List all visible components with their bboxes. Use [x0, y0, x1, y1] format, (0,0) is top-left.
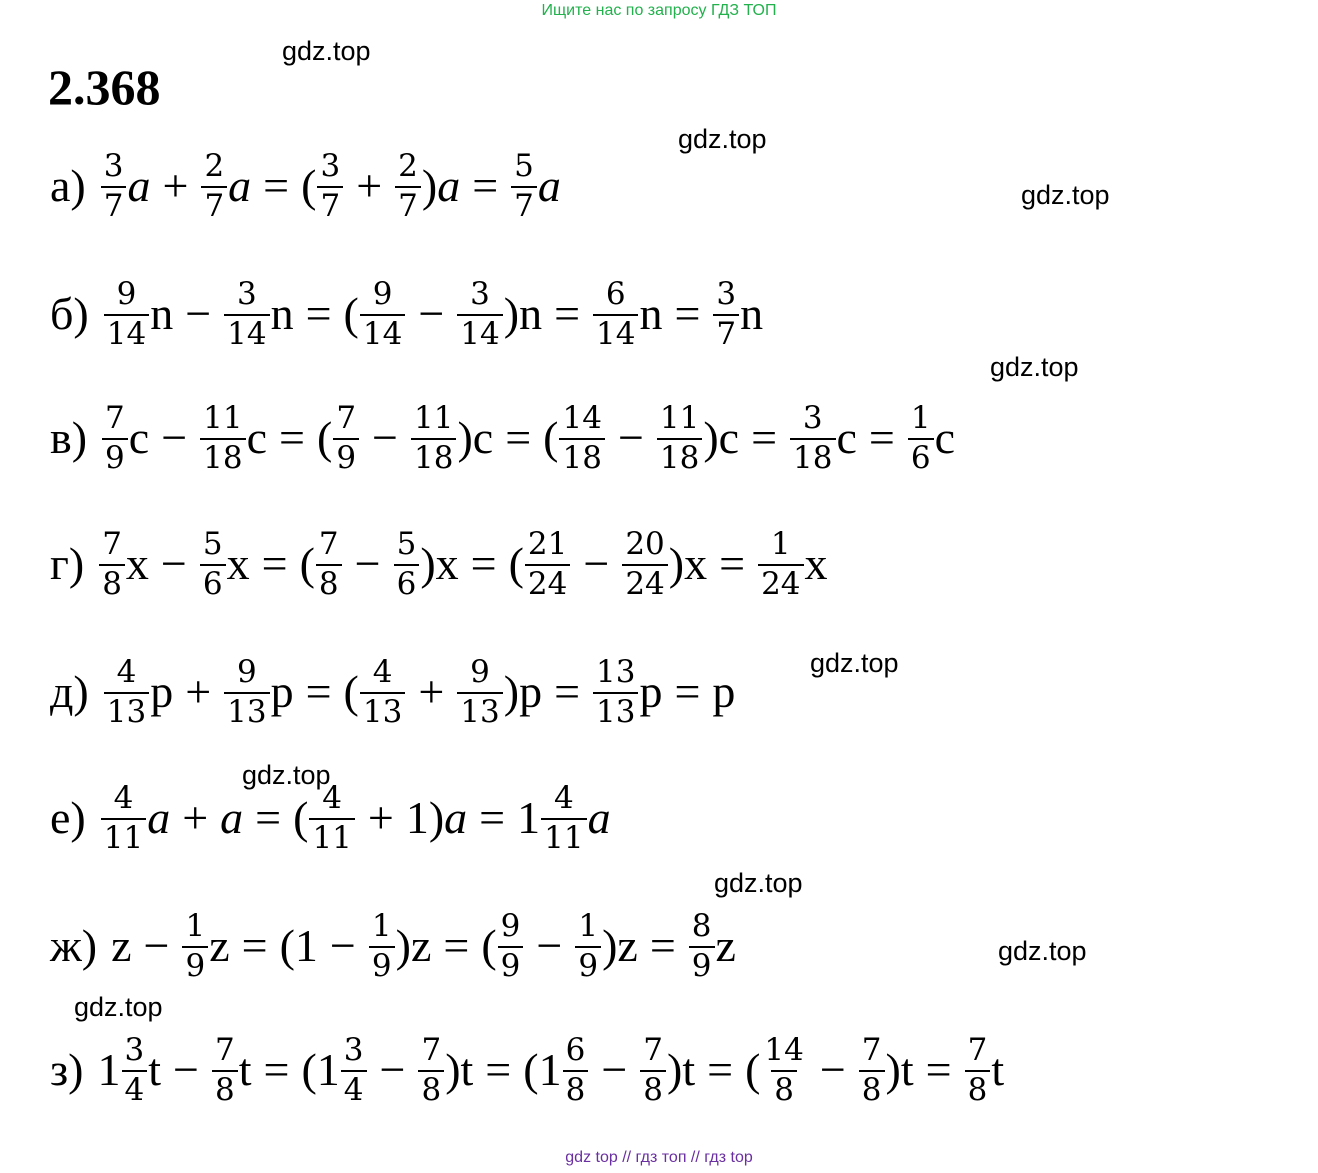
watermark: gdz.top [74, 992, 163, 1022]
operator: + [185, 666, 212, 718]
variable: z [209, 920, 230, 972]
numerator: 4 [322, 780, 343, 816]
variable: n [150, 288, 174, 340]
denominator: 7 [101, 186, 127, 223]
operator: = [470, 538, 497, 590]
denominator: 8 [418, 1070, 444, 1107]
operator: + [367, 792, 394, 844]
numerator: 7 [105, 400, 125, 436]
numerator: 1 [770, 526, 791, 562]
fraction [182, 910, 208, 982]
operator: − [372, 412, 398, 464]
numerator: 7 [318, 526, 339, 562]
fraction [360, 656, 405, 728]
parenthesis: ) [602, 920, 618, 972]
fraction [309, 782, 354, 854]
equation-line-a [50, 150, 561, 222]
denominator: 8 [316, 564, 342, 601]
operator: = [707, 1044, 734, 1096]
variable: n [639, 288, 663, 340]
item-label: е) [50, 792, 86, 844]
fraction [457, 656, 502, 728]
equation-line-z [50, 1034, 1004, 1106]
denominator: 8 [965, 1070, 991, 1107]
operator: − [418, 288, 445, 340]
operator: − [601, 1044, 628, 1096]
denominator: 14 [360, 314, 405, 351]
operator: − [173, 1044, 199, 1096]
variable: c [718, 412, 740, 464]
numerator: 3 [320, 148, 341, 184]
variable: n [519, 288, 543, 340]
operator: = [868, 412, 895, 464]
numerator: 7 [643, 1032, 663, 1068]
operator: = [443, 920, 470, 972]
parenthesis: ) [420, 538, 436, 590]
equation-line-zh [50, 910, 736, 982]
variable: p [712, 666, 736, 718]
variable: a [220, 792, 244, 844]
parenthesis: ) [445, 1044, 461, 1096]
operator: = [472, 160, 499, 212]
watermark: gdz.top [998, 936, 1087, 966]
denominator: 9 [498, 946, 524, 983]
variable: t [148, 1044, 162, 1096]
fraction [369, 910, 395, 982]
parenthesis: ) [668, 538, 685, 590]
numerator: 9 [372, 276, 393, 312]
numerator: 3 [470, 276, 490, 312]
parenthesis: ( [343, 288, 359, 340]
denominator: 24 [525, 564, 570, 601]
numerator: 3 [124, 1032, 145, 1068]
numerator: 1 [578, 908, 599, 944]
operator: = [485, 1044, 512, 1096]
numerator: 11 [414, 400, 454, 436]
watermark: gdz.top [678, 124, 767, 154]
parenthesis: ) [457, 412, 473, 464]
denominator: 14 [104, 314, 149, 351]
operator: − [379, 1044, 406, 1096]
denominator: 9 [369, 946, 395, 983]
operator: = [261, 538, 288, 590]
variable: n [740, 288, 764, 340]
numerator: 1 [910, 400, 931, 436]
denominator: 13 [360, 692, 405, 729]
equation-line-d [50, 656, 735, 728]
operator: = [925, 1044, 952, 1096]
variable: n [270, 288, 294, 340]
numerator: 8 [691, 908, 712, 944]
operator: = [305, 666, 332, 718]
denominator: 9 [102, 438, 128, 475]
operator: = [241, 920, 268, 972]
operator: = [719, 538, 746, 590]
item-label: б) [50, 288, 89, 340]
denominator: 9 [182, 946, 208, 983]
variable: z [715, 920, 736, 972]
numerator: 5 [202, 526, 223, 562]
numerator: 7 [967, 1032, 988, 1068]
operator: = [255, 792, 282, 844]
fraction [212, 1034, 238, 1106]
fraction [593, 278, 638, 350]
variable: z [617, 920, 638, 972]
parenthesis: ( [299, 538, 315, 590]
fraction [541, 782, 586, 854]
denominator: 8 [640, 1070, 666, 1107]
variable: a [444, 792, 468, 844]
fraction [200, 402, 245, 474]
variable: a [437, 160, 461, 212]
operator: = [279, 412, 305, 464]
operator: + [162, 160, 189, 212]
fraction [689, 910, 715, 982]
fraction [317, 150, 343, 222]
parenthesis: ) [428, 792, 445, 844]
denominator: 7 [511, 186, 537, 223]
parenthesis: ) [885, 1044, 901, 1096]
parenthesis: ( [543, 412, 559, 464]
fraction [411, 402, 456, 474]
fraction [395, 150, 421, 222]
variable: c [934, 412, 956, 464]
equation-line-v [50, 402, 955, 474]
operator: = [554, 288, 581, 340]
operator: − [819, 1044, 846, 1096]
denominator: 18 [411, 438, 456, 475]
variable: x [435, 538, 459, 590]
equation-line-g [50, 528, 828, 600]
denominator: 18 [790, 438, 835, 475]
variable: t [238, 1044, 252, 1096]
operator: − [617, 412, 644, 464]
numerator: 13 [596, 654, 636, 690]
numerator: 6 [565, 1032, 586, 1068]
variable: t [682, 1044, 696, 1096]
denominator: 14 [593, 314, 638, 351]
parenthesis: ( [745, 1044, 761, 1096]
variable: t [991, 1044, 1005, 1096]
denominator: 18 [559, 438, 604, 475]
variable: a [228, 160, 252, 212]
parenthesis: ( [279, 920, 295, 972]
numerator: 9 [237, 654, 257, 690]
variable: c [836, 412, 857, 464]
fraction [511, 150, 537, 222]
numerator: 4 [113, 780, 134, 816]
variable: a [127, 160, 151, 212]
fraction [498, 910, 524, 982]
operator: = [554, 666, 581, 718]
variable: a [587, 792, 611, 844]
variable: 1 [538, 1044, 562, 1096]
denominator: 14 [224, 314, 269, 351]
fraction [394, 528, 420, 600]
numerator: 3 [802, 400, 823, 436]
parenthesis: ) [421, 160, 438, 212]
fraction [418, 1034, 444, 1106]
fraction [201, 150, 227, 222]
operator: = [674, 288, 701, 340]
variable: z [111, 920, 132, 972]
numerator: 3 [237, 276, 257, 312]
fraction [104, 656, 149, 728]
fraction [457, 278, 502, 350]
fraction [224, 656, 269, 728]
variable: t [460, 1044, 474, 1096]
denominator: 13 [224, 692, 269, 729]
fraction [859, 1034, 885, 1106]
equation-line-e [50, 782, 611, 854]
denominator: 6 [200, 564, 226, 601]
operator: = [751, 412, 778, 464]
variable: t [900, 1044, 914, 1096]
fraction [104, 278, 149, 350]
fraction [224, 278, 269, 350]
numerator: 5 [396, 526, 417, 562]
fraction [333, 402, 359, 474]
numerator: 2 [398, 148, 418, 184]
operator: − [160, 538, 187, 590]
item-label: г) [50, 538, 85, 590]
parenthesis: ) [503, 666, 520, 718]
numerator: 4 [372, 654, 393, 690]
numerator: 14 [562, 400, 602, 436]
equation-line-b [50, 278, 763, 350]
variable: 1 [97, 1044, 121, 1096]
operator: = [305, 288, 332, 340]
problem-number: 2.368 [48, 59, 161, 115]
denominator: 8 [99, 564, 125, 601]
item-label: а) [50, 160, 86, 212]
denominator: 9 [575, 946, 601, 983]
numerator: 21 [527, 526, 568, 562]
denominator: 8 [563, 1070, 589, 1107]
parenthesis: ( [316, 412, 333, 464]
parenthesis: ( [301, 1044, 317, 1096]
denominator: 8 [212, 1070, 238, 1107]
variable: 1 [517, 792, 541, 844]
fraction [101, 782, 146, 854]
fraction [563, 1034, 589, 1106]
variable: x [684, 538, 708, 590]
numerator: 3 [343, 1032, 364, 1068]
numerator: 4 [116, 654, 137, 690]
operator: = [674, 666, 701, 718]
fraction [360, 278, 405, 350]
watermark: gdz.top [282, 36, 371, 66]
numerator: 7 [214, 1032, 235, 1068]
numerator: 6 [605, 276, 626, 312]
footer-watermark: gdz top // гдз топ // гдз top [565, 1149, 753, 1166]
denominator: 11 [541, 818, 586, 855]
denominator: 4 [122, 1070, 148, 1107]
numerator: 5 [514, 148, 534, 184]
variable: x [804, 538, 828, 590]
variable: c [128, 412, 150, 464]
operator: + [182, 792, 209, 844]
denominator: 9 [333, 438, 359, 475]
variable: a [147, 792, 171, 844]
numerator: 9 [500, 908, 521, 944]
operator: = [649, 920, 676, 972]
denominator: 14 [457, 314, 502, 351]
fraction [713, 278, 739, 350]
variable: a [537, 160, 561, 212]
watermark: gdz.top [1021, 180, 1110, 210]
fraction [965, 1034, 991, 1106]
variable: p [639, 666, 663, 718]
watermark: gdz.top [990, 352, 1079, 382]
top-banner: Ищите нас по запросу ГДЗ ТОП [541, 2, 777, 19]
item-label: ж) [50, 920, 98, 972]
denominator: 4 [341, 1070, 367, 1107]
numerator: 1 [371, 908, 392, 944]
parenthesis: ( [343, 666, 359, 718]
denominator: 11 [309, 818, 354, 855]
variable: c [472, 412, 494, 464]
parenthesis: ) [503, 288, 520, 340]
fraction [559, 402, 604, 474]
parenthesis: ( [508, 538, 524, 590]
numerator: 2 [204, 148, 225, 184]
fraction [525, 528, 570, 600]
fraction [102, 402, 128, 474]
parenthesis: ) [703, 412, 719, 464]
parenthesis: ( [301, 160, 317, 212]
operator: = [263, 1044, 290, 1096]
denominator: 18 [657, 438, 702, 475]
operator: − [161, 412, 188, 464]
denominator: 7 [713, 314, 739, 351]
numerator: 11 [203, 400, 243, 436]
variable: z [410, 920, 432, 972]
parenthesis: ( [481, 920, 497, 972]
watermark: gdz.top [810, 648, 899, 678]
watermark: gdz.top [242, 760, 331, 790]
operator: − [583, 538, 610, 590]
denominator: 24 [758, 564, 803, 601]
variable: p [519, 666, 543, 718]
numerator: 9 [470, 654, 490, 690]
numerator: 14 [764, 1032, 804, 1068]
numerator: 20 [625, 526, 665, 562]
denominator: 13 [457, 692, 502, 729]
denominator: 7 [201, 186, 227, 223]
denominator: 8 [771, 1070, 797, 1107]
item-label: з) [50, 1044, 84, 1096]
fraction [622, 528, 667, 600]
variable: 1 [316, 1044, 340, 1096]
denominator: 18 [200, 438, 245, 475]
numerator: 7 [336, 400, 357, 436]
denominator: 8 [859, 1070, 885, 1107]
item-label: в) [50, 412, 88, 464]
variable: x [125, 538, 149, 590]
fraction [761, 1034, 806, 1106]
numerator: 11 [659, 400, 700, 436]
variable: 1 [294, 920, 318, 972]
numerator: 4 [553, 780, 574, 816]
operator: − [185, 288, 212, 340]
numerator: 3 [103, 148, 124, 184]
numerator: 7 [102, 526, 122, 562]
denominator: 24 [622, 564, 667, 601]
variable: c [246, 412, 268, 464]
operator: + [356, 160, 383, 212]
fraction [640, 1034, 666, 1106]
operator: = [263, 160, 290, 212]
denominator: 13 [593, 692, 638, 729]
fraction [122, 1034, 148, 1106]
fraction [99, 528, 125, 600]
fraction [575, 910, 601, 982]
fraction [316, 528, 342, 600]
denominator: 11 [101, 818, 146, 855]
numerator: 9 [116, 276, 137, 312]
operator: + [418, 666, 445, 718]
denominator: 7 [395, 186, 421, 223]
denominator: 7 [317, 186, 343, 223]
denominator: 6 [908, 438, 934, 475]
watermark: gdz.top [714, 868, 803, 898]
parenthesis: ) [667, 1044, 683, 1096]
operator: = [505, 412, 532, 464]
fraction [790, 402, 835, 474]
operator: − [354, 538, 381, 590]
operator: − [329, 920, 356, 972]
numerator: 7 [421, 1032, 442, 1068]
item-label: д) [50, 666, 89, 718]
fraction [341, 1034, 367, 1106]
numerator: 3 [716, 276, 737, 312]
operator: − [536, 920, 563, 972]
fraction [200, 528, 226, 600]
fraction [593, 656, 638, 728]
fraction [758, 528, 803, 600]
parenthesis: ) [395, 920, 411, 972]
denominator: 6 [394, 564, 420, 601]
parenthesis: ( [523, 1044, 539, 1096]
fraction [101, 150, 127, 222]
numerator: 1 [185, 908, 206, 944]
numerator: 7 [861, 1032, 882, 1068]
fraction [908, 402, 934, 474]
fraction [657, 402, 702, 474]
variable: p [150, 666, 174, 718]
variable: p [270, 666, 294, 718]
operator: − [143, 920, 170, 972]
denominator: 13 [104, 692, 149, 729]
denominator: 9 [689, 946, 715, 983]
parenthesis: ( [293, 792, 309, 844]
variable: x [226, 538, 250, 590]
operator: = [479, 792, 506, 844]
variable: 1 [405, 792, 429, 844]
